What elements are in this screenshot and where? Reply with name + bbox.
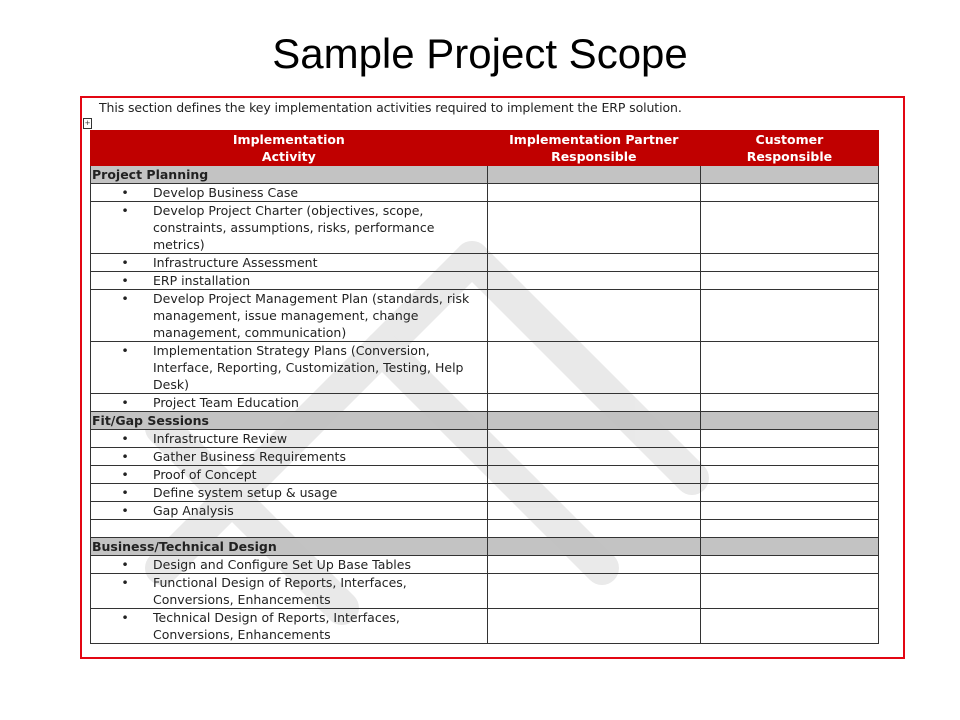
header-customer-responsible: Customer Responsible	[700, 131, 878, 166]
bullet-icon: •	[121, 291, 129, 306]
activity-text: Define system setup & usage	[153, 485, 338, 500]
activity-text: Gap Analysis	[153, 503, 234, 518]
activity-text: Develop Project Charter (objectives, scope, constraints, assumptions, risks, performance metrics)	[153, 203, 435, 252]
activity-text: Gather Business Requirements	[153, 449, 346, 464]
customer-cell[interactable]	[700, 574, 878, 609]
customer-cell[interactable]	[700, 254, 878, 272]
customer-cell[interactable]	[700, 556, 878, 574]
customer-cell[interactable]	[700, 466, 878, 484]
table-row	[91, 609, 879, 644]
table-row	[91, 342, 879, 394]
customer-cell[interactable]	[700, 166, 878, 184]
customer-cell[interactable]	[700, 342, 878, 394]
scope-document-frame	[80, 96, 905, 659]
header-activity: Implementation Activity	[91, 131, 488, 166]
table-row	[91, 254, 879, 272]
customer-cell[interactable]	[700, 272, 878, 290]
section-row-fit-gap-sessions	[91, 412, 879, 430]
activity-text: Technical Design of Reports, Interfaces, Conversions, Enhancements	[153, 610, 400, 642]
table-row	[91, 184, 879, 202]
section-row-project-planning	[91, 166, 879, 184]
bullet-icon: •	[121, 467, 129, 482]
table-row	[91, 556, 879, 574]
partner-cell[interactable]	[487, 484, 700, 502]
customer-cell[interactable]	[700, 520, 878, 538]
activity-text: Proof of Concept	[153, 467, 257, 482]
customer-cell[interactable]	[700, 290, 878, 342]
bullet-icon: •	[121, 485, 129, 500]
partner-cell[interactable]	[487, 609, 700, 644]
partner-cell[interactable]	[487, 202, 700, 254]
bullet-icon: •	[121, 449, 129, 464]
customer-cell[interactable]	[700, 448, 878, 466]
bullet-icon: •	[121, 343, 129, 358]
partner-cell[interactable]	[487, 448, 700, 466]
partner-cell[interactable]	[487, 184, 700, 202]
partner-cell[interactable]	[487, 538, 700, 556]
bullet-icon: •	[121, 273, 129, 288]
activity-text: Infrastructure Review	[153, 431, 288, 446]
bullet-icon: •	[121, 203, 129, 218]
activity-text: Develop Project Management Plan (standards, risk management, issue management, change management, communication)	[153, 291, 470, 340]
table-header-row	[91, 131, 879, 166]
customer-cell[interactable]	[700, 538, 878, 556]
partner-cell[interactable]	[487, 412, 700, 430]
table-row	[91, 484, 879, 502]
table-row	[91, 202, 879, 254]
project-scope-table	[90, 130, 879, 644]
activity-text: ERP installation	[153, 273, 251, 288]
partner-cell[interactable]	[487, 342, 700, 394]
intro-text: This section defines the key implementation activities required to implement the ERP solution.	[99, 100, 682, 115]
customer-cell[interactable]	[700, 184, 878, 202]
activity-text: Functional Design of Reports, Interfaces, Conversions, Enhancements	[153, 575, 407, 607]
partner-cell[interactable]	[487, 166, 700, 184]
table-row	[91, 574, 879, 609]
partner-cell[interactable]	[487, 574, 700, 609]
activity-text: Implementation Strategy Plans (Conversion, Interface, Reporting, Customization, Testing, Help Desk)	[153, 343, 464, 392]
customer-cell[interactable]	[700, 430, 878, 448]
table-row	[91, 448, 879, 466]
partner-cell[interactable]	[487, 394, 700, 412]
activity-text: Project Team Education	[153, 395, 299, 410]
table-row	[91, 394, 879, 412]
bullet-icon: •	[121, 557, 129, 572]
customer-cell[interactable]	[700, 394, 878, 412]
activity-text: Infrastructure Assessment	[153, 255, 318, 270]
table-row	[91, 290, 879, 342]
activity-cell[interactable]	[91, 520, 488, 538]
bullet-icon: •	[121, 503, 129, 518]
section-label: Project Planning	[91, 166, 488, 184]
table-row	[91, 272, 879, 290]
customer-cell[interactable]	[700, 609, 878, 644]
bullet-icon: •	[121, 575, 129, 590]
partner-cell[interactable]	[487, 520, 700, 538]
partner-cell[interactable]	[487, 430, 700, 448]
customer-cell[interactable]	[700, 202, 878, 254]
table-row	[91, 466, 879, 484]
slide-title: Sample Project Scope	[272, 30, 688, 77]
bullet-icon: •	[121, 395, 129, 410]
table-move-handle-icon[interactable]: +	[84, 119, 91, 127]
customer-cell[interactable]	[700, 502, 878, 520]
section-row-business-technical-design	[91, 538, 879, 556]
bullet-icon: •	[121, 610, 129, 625]
header-partner-responsible: Implementation Partner Responsible	[487, 131, 700, 166]
partner-cell[interactable]	[487, 502, 700, 520]
partner-cell[interactable]	[487, 272, 700, 290]
section-label: Fit/Gap Sessions	[91, 412, 488, 430]
partner-cell[interactable]	[487, 254, 700, 272]
bullet-icon: •	[121, 255, 129, 270]
activity-text: Design and Configure Set Up Base Tables	[153, 557, 411, 572]
table-row	[91, 430, 879, 448]
table-row	[91, 502, 879, 520]
partner-cell[interactable]	[487, 290, 700, 342]
customer-cell[interactable]	[700, 484, 878, 502]
partner-cell[interactable]	[487, 466, 700, 484]
bullet-icon: •	[121, 431, 129, 446]
bullet-icon: •	[121, 185, 129, 200]
blank-row	[91, 520, 879, 538]
activity-text: Develop Business Case	[153, 185, 299, 200]
section-label: Business/Technical Design	[91, 538, 488, 556]
customer-cell[interactable]	[700, 412, 878, 430]
partner-cell[interactable]	[487, 556, 700, 574]
